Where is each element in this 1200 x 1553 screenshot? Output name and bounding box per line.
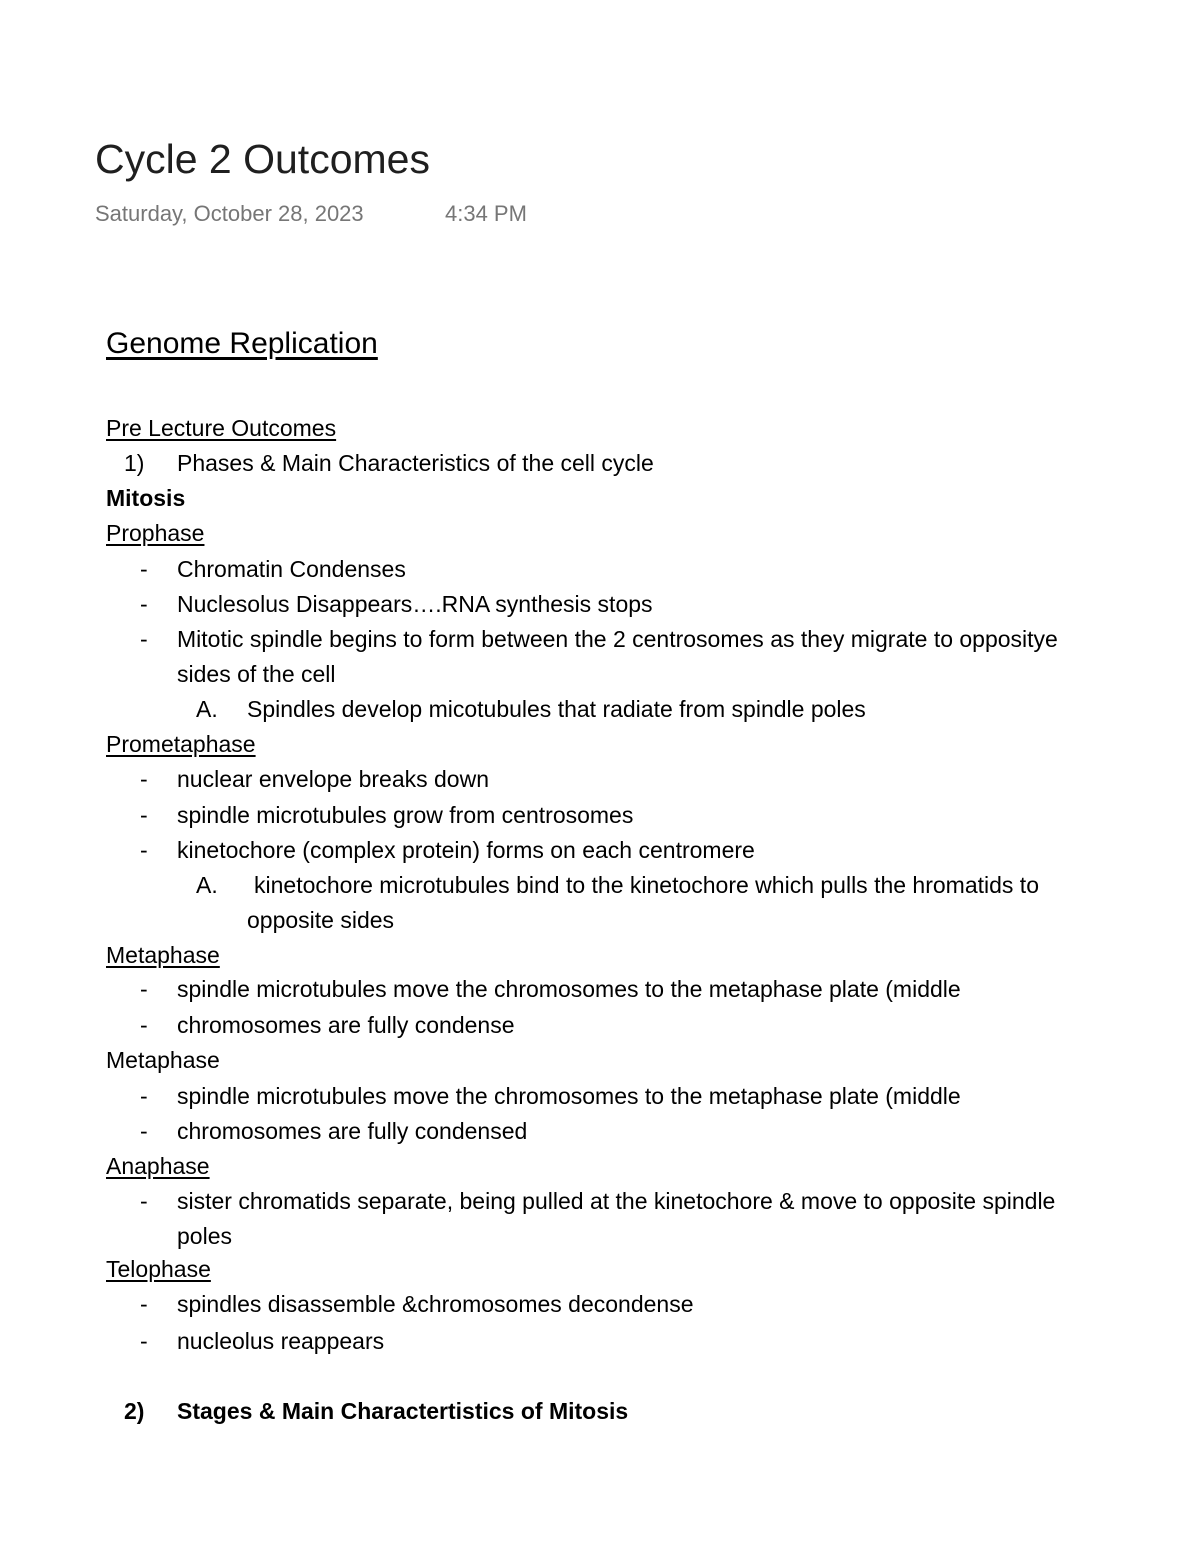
metaphase-heading: Metaphase [106,942,220,968]
bullet-dash: - [140,1118,148,1144]
bullet-dash: - [140,591,148,617]
bullet-dash: - [140,976,148,1002]
prometaphase-heading: Prometaphase [106,731,256,757]
metaphase-heading-plain: Metaphase [106,1047,220,1073]
bullet-dash: - [140,1012,148,1038]
bullet-text: kinetochore (complex protein) forms on each centromere [177,837,755,863]
bullet-text: spindles disassemble &chromosomes decondense [177,1291,694,1317]
bullet-text: sister chromatids separate, being pulled at the kinetochore & move to opposite spindle [177,1188,1056,1214]
bullet-text: spindle microtubules move the chromosomes to the metaphase plate (middle [177,976,961,1002]
bullet-text: nuclear envelope breaks down [177,766,489,792]
bullet-dash: - [140,1188,148,1214]
bullet-text: nucleolus reappears [177,1328,385,1354]
bullet-text: chromosomes are fully condense [177,1012,515,1038]
bullet-text-continued: poles [177,1223,232,1249]
anaphase-heading: Anaphase [106,1153,210,1179]
bullet-text: Chromatin Condenses [177,556,406,582]
section-heading: Genome Replication [106,327,378,360]
bullet-text: chromosomes are fully condensed [177,1118,528,1144]
bullet-dash: - [140,1328,148,1354]
list-item-text: Phases & Main Characteristics of the cell cycle [177,450,654,476]
list-number: 1) [124,450,145,476]
note-time: 4:34 PM [445,201,527,226]
sub-list-letter: A. [196,696,218,722]
pre-lecture-heading: Pre Lecture Outcomes [106,415,337,441]
bullet-dash: - [140,556,148,582]
bullet-dash: - [140,837,148,863]
note-date: Saturday, October 28, 2023 [95,201,364,226]
mitosis-heading: Mitosis [106,485,186,511]
bullet-dash: - [140,1083,148,1109]
bullet-text: spindle microtubules grow from centrosomes [177,802,634,828]
bullet-dash: - [140,766,148,792]
sub-list-letter: A. [196,872,218,898]
bullet-dash: - [140,802,148,828]
page-title: Cycle 2 Outcomes [95,136,430,182]
prophase-heading: Prophase [106,520,205,546]
bullet-text-continued: sides of the cell [177,661,336,687]
sub-list-text: Spindles develop micotubules that radiate from spindle poles [247,696,866,722]
bullet-text: Nuclesolus Disappears….RNA synthesis stops [177,591,653,617]
bullet-dash: - [140,626,148,652]
sub-list-text: kinetochore microtubules bind to the kinetochore which pulls the hromatids to [254,872,1039,898]
bullet-text: Mitotic spindle begins to form between the 2 centrosomes as they migrate to oppositye [177,626,1058,652]
telophase-heading: Telophase [106,1256,211,1282]
list-item-text: Stages & Main Charactertistics of Mitosis [177,1398,629,1424]
sub-list-text-continued: opposite sides [247,907,395,933]
list-number: 2) [124,1398,145,1424]
bullet-dash: - [140,1291,148,1317]
bullet-text: spindle microtubules move the chromosomes to the metaphase plate (middle [177,1083,961,1109]
